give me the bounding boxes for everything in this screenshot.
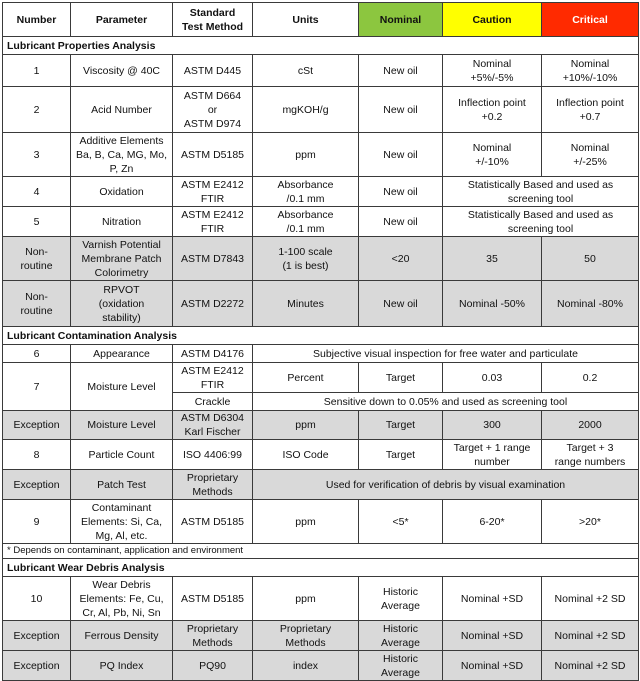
row-threshold-note: Used for verification of debris by visual examination [253,470,639,500]
row-units: index [253,651,359,681]
row-number: 2 [3,87,71,133]
header-units: Units [253,3,359,37]
row-parameter: Wear Debris Elements: Fe, Cu, Cr, Al, Pb, Ni, Sn [71,577,173,621]
table-row [3,87,639,133]
row-threshold-note: Statistically Based and used as screening tool [443,177,639,207]
table-row [3,177,639,207]
footnote-row [3,544,639,559]
row-number: Non- routine [3,237,71,281]
row-parameter: Particle Count [71,440,173,470]
row-parameter: Nitration [71,207,173,237]
row-parameter: Additive Elements Ba, B, Ca, MG, Mo, P, Zn [71,133,173,177]
row-caution: Nominal +SD [443,577,542,621]
row-method: Proprietary Methods [173,621,253,651]
table-row [3,500,639,544]
row-nominal: New oil [359,55,443,87]
row-parameter: Viscosity @ 40C [71,55,173,87]
row-number: 3 [3,133,71,177]
row-method: Proprietary Methods [173,470,253,500]
section-row [3,327,639,345]
row-critical: Nominal +2 SD [542,577,639,621]
row-caution: 35 [443,237,542,281]
row-method: ASTM D664 or ASTM D974 [173,87,253,133]
row-parameter: Varnish Potential Membrane Patch Colorimetry [71,237,173,281]
row-units: ppm [253,500,359,544]
row-units: Minutes [253,281,359,327]
row-critical: >20* [542,500,639,544]
table-row [3,207,639,237]
row-number: Exception [3,411,71,440]
row-critical: Nominal +10%/-10% [542,55,639,87]
section-title-wear: Lubricant Wear Debris Analysis [3,559,639,577]
row-units: Proprietary Methods [253,621,359,651]
header-row [3,3,639,37]
row-parameter: Acid Number [71,87,173,133]
row-method: ASTM D6304 Karl Fischer [173,411,253,440]
section-row [3,559,639,577]
row-parameter: Ferrous Density [71,621,173,651]
table-row [3,411,639,440]
row-critical: 2000 [542,411,639,440]
header-number: Number [3,3,71,37]
row-caution: Nominal -50% [443,281,542,327]
row-parameter: Moisture Level [71,363,173,411]
row-method: ASTM D5185 [173,577,253,621]
table-row [3,363,639,393]
row-method: ASTM D5185 [173,500,253,544]
row-units: ppm [253,133,359,177]
table-row [3,440,639,470]
section-row [3,37,639,55]
row-number: Exception [3,651,71,681]
header-caution: Caution [443,3,542,37]
section-title-properties: Lubricant Properties Analysis [3,37,639,55]
row-units: ppm [253,577,359,621]
row-method: ASTM D5185 [173,133,253,177]
row-method: ASTM D4176 [173,345,253,363]
table-row [3,237,639,281]
row-number: 9 [3,500,71,544]
row-parameter: Contaminant Elements: Si, Ca, Mg, Al, etc. [71,500,173,544]
row-nominal: Historic Average [359,577,443,621]
row-number: Exception [3,470,71,500]
row-nominal: Target [359,411,443,440]
row-parameter: Appearance [71,345,173,363]
row-parameter: Oxidation [71,177,173,207]
row-nominal: New oil [359,133,443,177]
row-units: Absorbance /0.1 mm [253,177,359,207]
row-method: ASTM D445 [173,55,253,87]
header-critical: Critical [542,3,639,37]
row-method: ASTM D7843 [173,237,253,281]
row-caution: 300 [443,411,542,440]
table-row [3,55,639,87]
header-method: Standard Test Method [173,3,253,37]
row-units: mgKOH/g [253,87,359,133]
table-row [3,651,639,681]
row-caution: Inflection point +0.2 [443,87,542,133]
lubricant-analysis-table [2,2,639,681]
row-critical: 0.2 [542,363,639,393]
row-nominal: Historic Average [359,621,443,651]
footnote: * Depends on contaminant, application and environment [3,544,639,559]
header-parameter: Parameter [71,3,173,37]
row-units: ISO Code [253,440,359,470]
row-caution: Target + 1 range number [443,440,542,470]
row-units: ppm [253,411,359,440]
row-number: 7 [3,363,71,411]
row-units: Absorbance /0.1 mm [253,207,359,237]
row-caution: Nominal +SD [443,621,542,651]
row-critical: Nominal -80% [542,281,639,327]
table-row [3,577,639,621]
table-row [3,345,639,363]
table-row [3,133,639,177]
row-method: ASTM D2272 [173,281,253,327]
row-nominal: Historic Average [359,651,443,681]
row-critical: Inflection point +0.7 [542,87,639,133]
row-number: Exception [3,621,71,651]
row-units: cSt [253,55,359,87]
row-caution: Nominal +SD [443,651,542,681]
row-threshold-note: Statistically Based and used as screening tool [443,207,639,237]
row-number: 8 [3,440,71,470]
row-parameter: PQ Index [71,651,173,681]
row-nominal: <5* [359,500,443,544]
row-caution: 0.03 [443,363,542,393]
row-nominal: New oil [359,207,443,237]
row-nominal: New oil [359,177,443,207]
row-number: 10 [3,577,71,621]
row-method: PQ90 [173,651,253,681]
row-caution: Nominal +5%/-5% [443,55,542,87]
row-nominal: New oil [359,281,443,327]
section-title-contamination: Lubricant Contamination Analysis [3,327,639,345]
row-nominal: <20 [359,237,443,281]
row-method: Crackle [173,393,253,411]
row-number: 4 [3,177,71,207]
row-units: Percent [253,363,359,393]
row-caution: 6-20* [443,500,542,544]
row-units: 1-100 scale (1 is best) [253,237,359,281]
row-threshold-note: Subjective visual inspection for free water and particulate [253,345,639,363]
row-critical: Target + 3 range numbers [542,440,639,470]
row-nominal: New oil [359,87,443,133]
row-critical: Nominal +2 SD [542,651,639,681]
header-nominal: Nominal [359,3,443,37]
table-row [3,621,639,651]
row-caution: Nominal +/-10% [443,133,542,177]
row-threshold-note: Sensitive down to 0.05% and used as screening tool [253,393,639,411]
row-method: ASTM E2412 FTIR [173,177,253,207]
row-parameter: RPVOT (oxidation stability) [71,281,173,327]
row-parameter: Patch Test [71,470,173,500]
row-critical: 50 [542,237,639,281]
table-row [3,470,639,500]
row-nominal: Target [359,440,443,470]
row-method: ASTM E2412 FTIR [173,207,253,237]
row-method: ASTM E2412 FTIR [173,363,253,393]
row-parameter: Moisture Level [71,411,173,440]
row-method: ISO 4406:99 [173,440,253,470]
row-critical: Nominal +2 SD [542,621,639,651]
row-number: Non- routine [3,281,71,327]
row-nominal: Target [359,363,443,393]
row-critical: Nominal +/-25% [542,133,639,177]
table-row [3,281,639,327]
row-number: 1 [3,55,71,87]
row-number: 6 [3,345,71,363]
row-number: 5 [3,207,71,237]
